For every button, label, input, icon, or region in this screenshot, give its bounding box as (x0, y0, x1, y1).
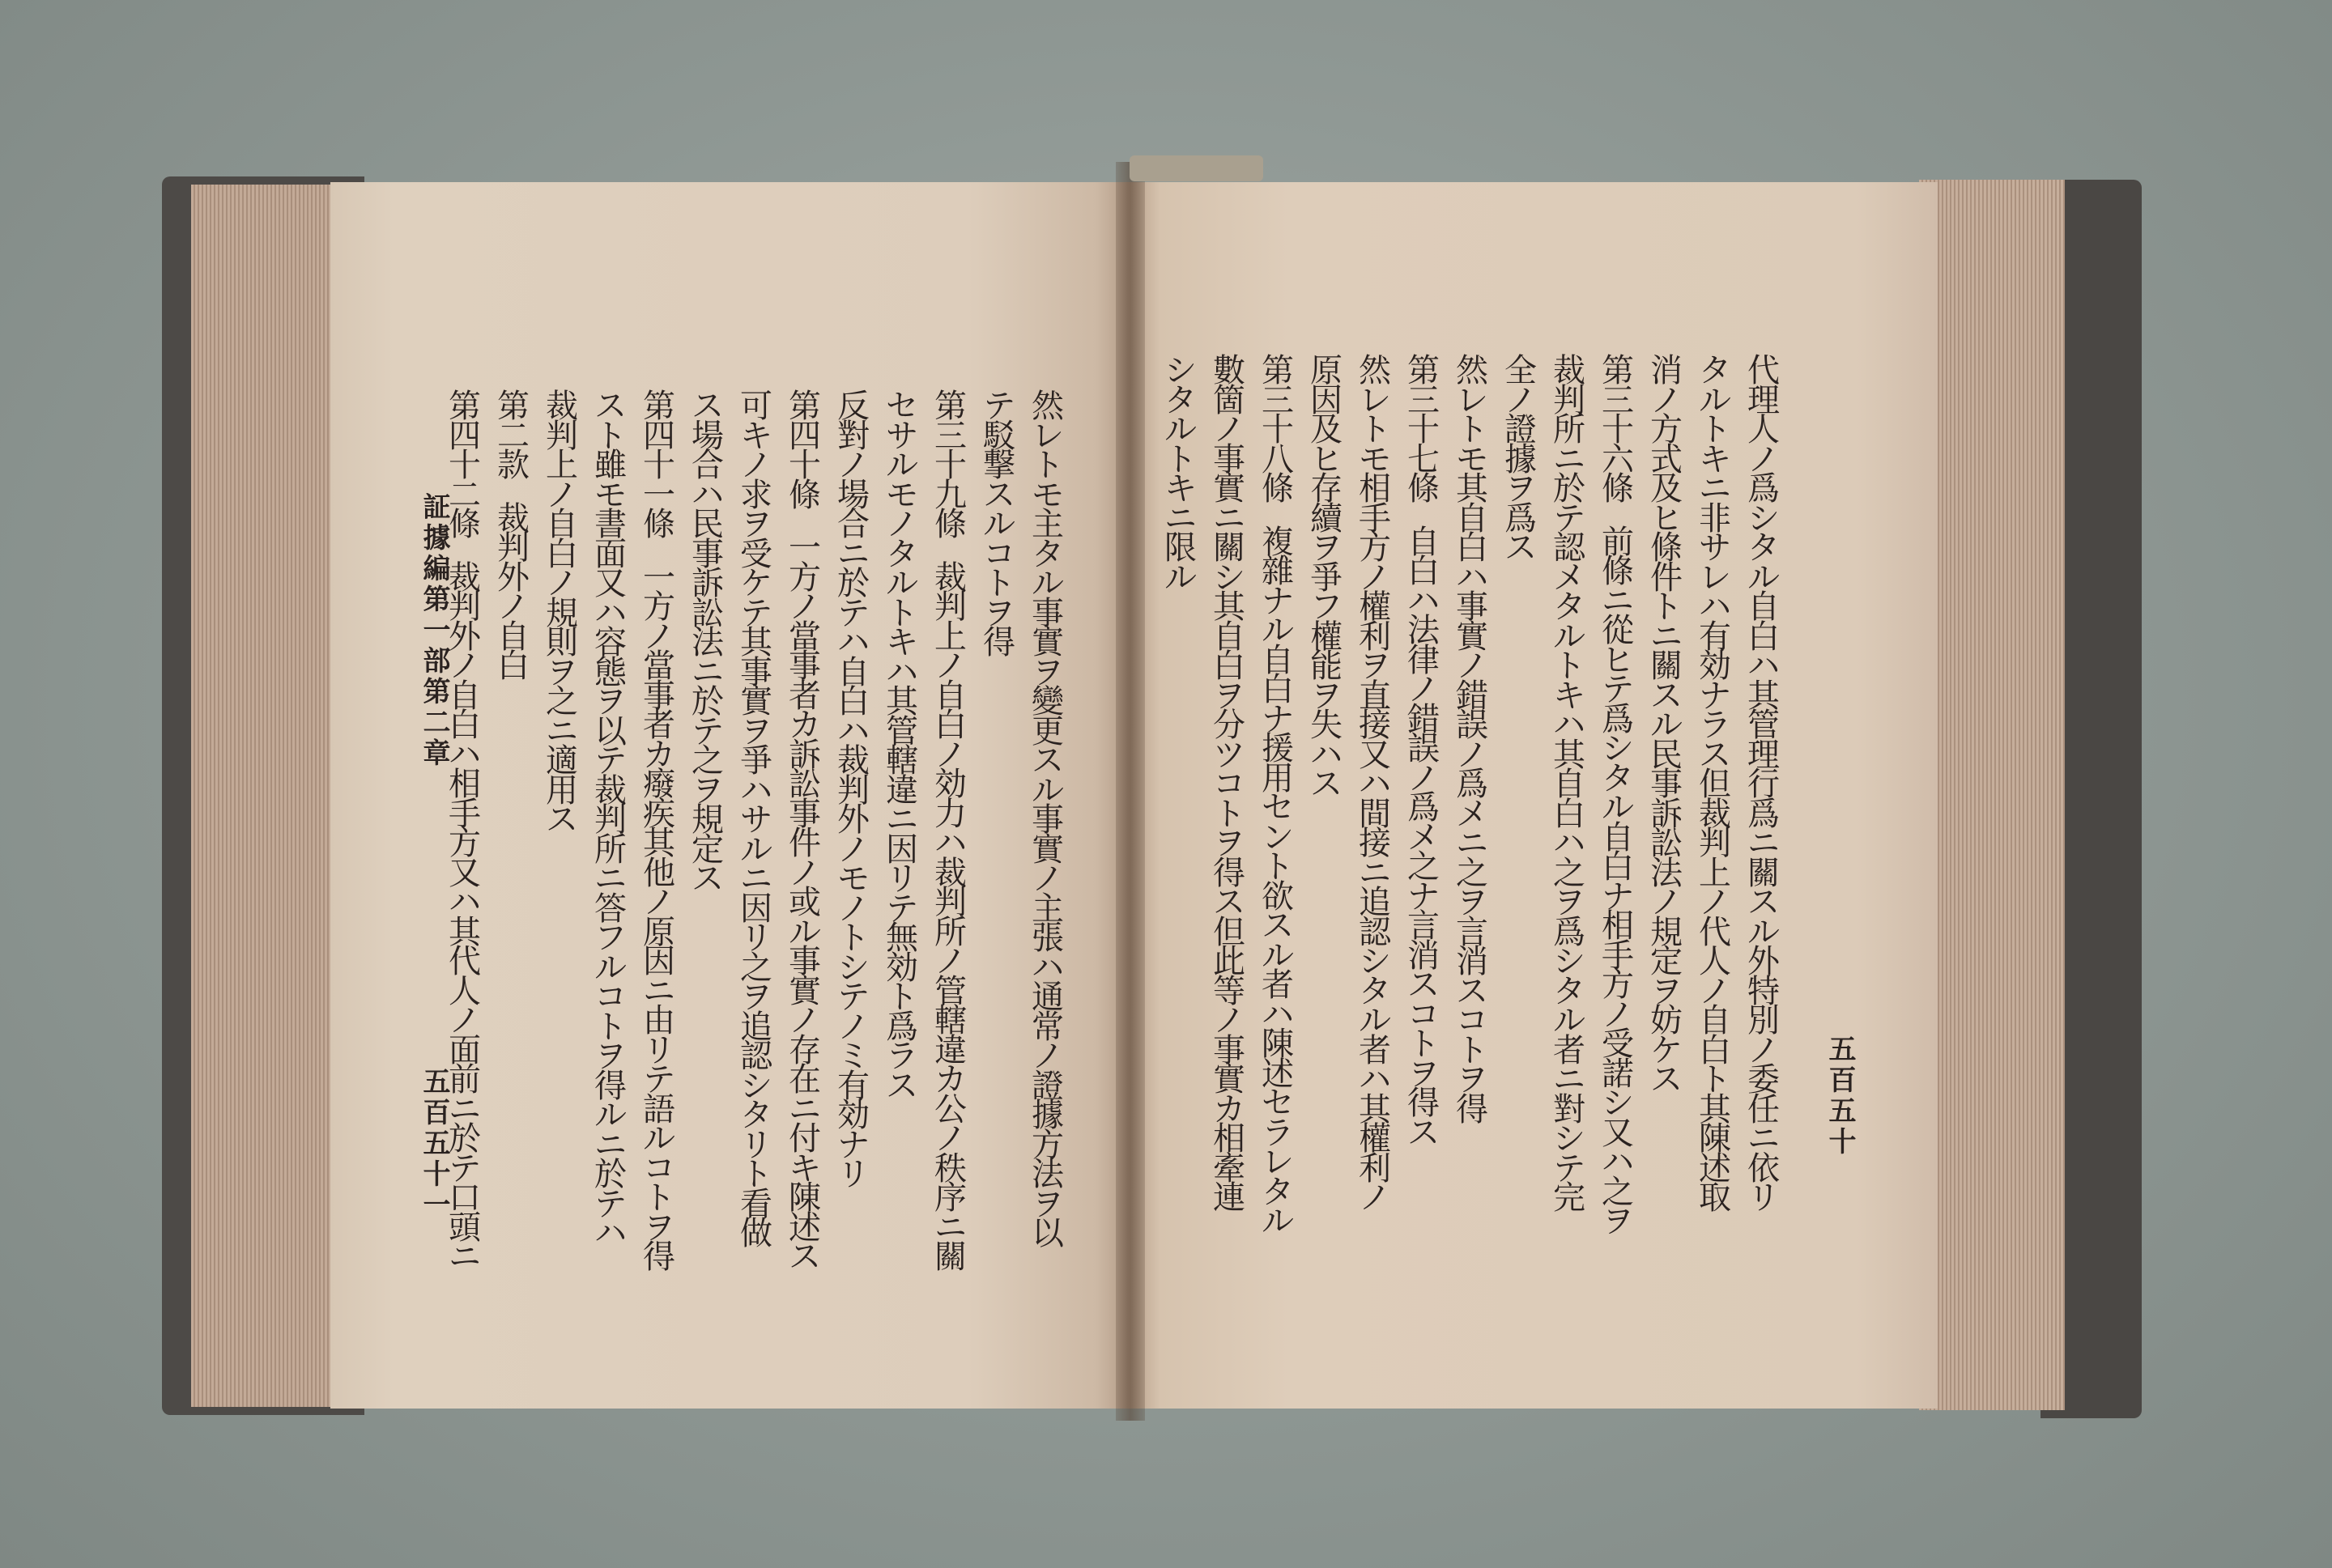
right_page-text-column: 第 三 十 八 條 複 雜 ナ ル 自 白 ナ 援 用 セ ン ト 欲 ス ル 者 ハ 陳 述 セ ラ レ タ ル (1262, 352, 1294, 1241)
left_page-text-column: 第 四 十 二 條 裁 判 外 ノ 自 白 ハ 相 手 方 又 ハ 其 代 人 ノ 面 前 ニ 於 テ 口 頭 ニ (449, 388, 481, 1277)
right_page-text-column: 消 ノ 方 式 及 ヒ 條 件 ト ニ 關 ス ル 民 事 訴 訟 法 ノ 規 定 ヲ 妨 ケ ス (1650, 352, 1683, 1098)
left-page-number: 五百五十一 (418, 1067, 450, 1221)
left_page-text-column: 反 對 ノ 場 合 ニ 於 テ ハ 自 白 ハ 裁 判 外 ノ モ ノ ト シ テ ノ ミ 有 効 ナ リ (837, 388, 870, 1193)
left-running-head: 証據編第一部第二章 (418, 492, 450, 769)
right_page-text-column: タ ル ト キ ニ 非 サ レ ハ 有 効 ナ ラ ス 但 裁 判 上 ノ 代 人 ノ 自 白 ト 其 陳 述 取 (1699, 352, 1731, 1217)
left_page-text-column: 第 三 十 九 條 裁 判 上 ノ 自 白 ノ 効 力 ハ 裁 判 所 ノ 管 轄 違 カ 公 ノ 秩 序 ニ 關 (934, 388, 967, 1277)
page-edges-left (191, 185, 337, 1407)
right_page-text-column: 原 因 及 ヒ 存 續 ヲ 爭 フ 權 能 ヲ 失 ハ ス (1310, 352, 1343, 803)
left_page-text-column: 裁 判 上 ノ 自 白 ノ 規 則 ヲ 之 ニ 適 用 ス (546, 388, 578, 839)
left_page-text-column: ス 場 合 ハ 民 事 訴 訟 法 ニ 於 テ 之 ヲ 規 定 ス (692, 388, 724, 898)
right_page-text-column: 全 ノ 證 據 ヲ 爲 ス (1504, 352, 1537, 567)
left_page-text-column: 可 キ ノ 求 ヲ 受 ケ テ 其 事 實 ヲ 爭 ハ サ ル ニ 因 リ 之 ヲ 追 認 シ タ リ ト 看 做 (740, 388, 772, 1252)
book-gutter (1116, 162, 1145, 1421)
spine-tape (1130, 155, 1263, 181)
right_page-text-column: 然 レ ト モ 相 手 方 ノ 權 利 ヲ 直 接 又 ハ 間 接 ニ 追 認 シ タ ル 者 ハ 其 權 利 ノ (1359, 352, 1391, 1217)
left_page-text-column: 第 四 十 條 一 方 ノ 當 事 者 カ 訴 訟 事 件 ノ 或 ル 事 實 ノ 存 在 ニ 付 キ 陳 述 ス (789, 388, 821, 1277)
right_page-text-column: 數 箇 ノ 事 實 ニ 關 シ 其 自 白 ヲ 分 ツ コ ト ヲ 得 ス 但 此 等 ノ 事 實 カ 相 牽 連 (1213, 352, 1245, 1217)
left_page-text-column: 第 四 十 一 條 一 方 ノ 當 事 者 カ 癈 疾 其 他 ノ 原 因 ニ 由 リ テ 語 ル コ ト ヲ 得 (643, 388, 675, 1277)
right_page-text-column: 代 理 人 ノ 爲 シ タ ル 自 白 ハ 其 管 理 行 爲 ニ 關 ス ル 外 特 別 ノ 委 任 ニ 依 リ (1747, 352, 1780, 1217)
left_page-text-column: テ 駁 撃 ス ル コ ト ヲ 得 (983, 388, 1015, 661)
right_page-text-column: 第 三 十 六 條 前 條 ニ 從 ヒ テ 爲 シ タ ル 自 白 ナ 相 手 方 ノ 受 諾 シ 又 ハ 之 ヲ (1602, 352, 1634, 1241)
right_page-text-column: シ タ ル ト キ ニ 限 ル (1164, 352, 1197, 597)
left_page-text-column: 第 二 款 裁 判 外 ノ 自 白 (497, 388, 530, 686)
left_page-text-column: セ サ ル モ ノ タ ル ト キ ハ 其 管 轄 違 ニ 因 リ テ 無 効 ト 爲 ラ ス (886, 388, 918, 1105)
right_page-text-column: 第 三 十 七 條 自 白 ハ 法 律 ノ 錯 誤 ノ 爲 メ 之 ナ 言 消 ス コ ト ヲ 得 ス (1407, 352, 1440, 1152)
right_page-text-column: 裁 判 所 ニ 於 テ 認 メ タ ル ト キ ハ 其 自 白 ハ 之 ヲ 爲 シ タ ル 者 ニ 對 シ テ 完 (1553, 352, 1585, 1217)
page-edges-right (1919, 180, 2065, 1410)
right-page-number: 五百五十 (1823, 1035, 1856, 1158)
left_page-text-column: ス ト 雖 モ 書 面 又 ハ 容 態 ヲ 以 テ 裁 判 所 ニ 答 フ ル コ ト ヲ 得 ル ニ 於 テ ハ (594, 388, 627, 1252)
left_page-text-column: 然 レ ト モ 主 タ ル 事 實 ヲ 變 更 ス ル 事 實 ノ 主 張 ハ 通 常 ノ 證 據 方 法 ヲ 以 (1032, 388, 1064, 1252)
right_page-text-column: 然 レ ト モ 其 自 白 ハ 事 實 ノ 錯 誤 ノ 爲 メ ニ 之 ヲ 言 消 ス コ ト ヲ 得 (1456, 352, 1488, 1128)
